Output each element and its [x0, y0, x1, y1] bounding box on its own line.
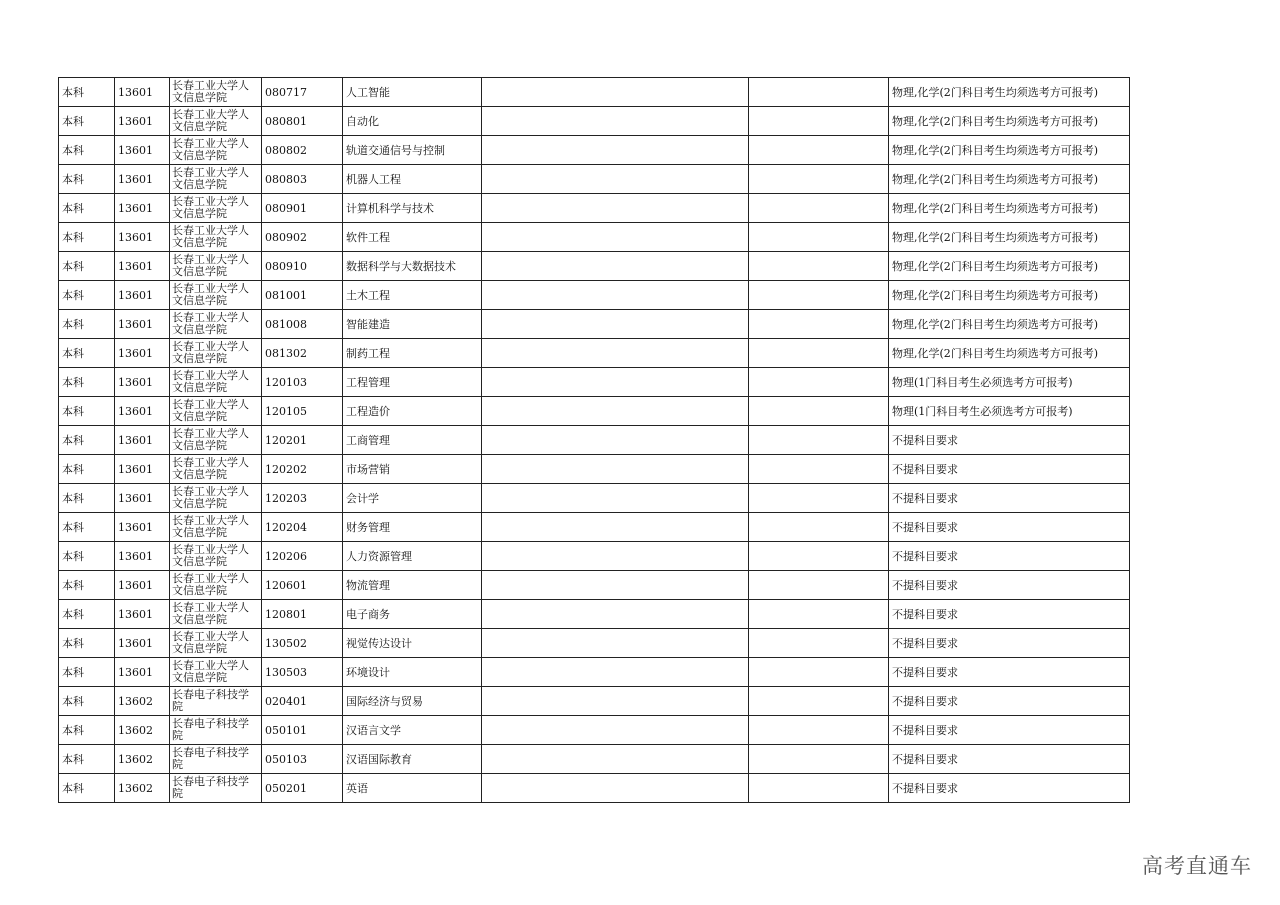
school-name-cell: 长春工业大学人文信息学院	[170, 194, 262, 223]
table-row	[59, 774, 1130, 803]
school-code-cell: 13601	[115, 223, 170, 252]
major-name-cell: 土木工程	[343, 281, 482, 310]
table-row	[59, 426, 1130, 455]
level-cell: 本科	[59, 107, 115, 136]
school-name-cell: 长春工业大学人文信息学院	[170, 252, 262, 281]
major-name-cell: 人工智能	[343, 78, 482, 107]
blank-cell-b	[749, 339, 889, 368]
blank-cell-a	[482, 194, 749, 223]
blank-cell-a	[482, 774, 749, 803]
major-name-cell: 数据科学与大数据技术	[343, 252, 482, 281]
subject-requirement-cell: 物理(1门科目考生必须选考方可报考)	[889, 368, 1130, 397]
major-name-cell: 视觉传达设计	[343, 629, 482, 658]
major-name-cell: 工程造价	[343, 397, 482, 426]
table-row	[59, 165, 1130, 194]
table-row	[59, 542, 1130, 571]
school-name-cell: 长春工业大学人文信息学院	[170, 629, 262, 658]
subject-requirement-cell: 不提科目要求	[889, 542, 1130, 571]
major-code-cell: 081302	[262, 339, 343, 368]
subject-requirement-cell: 不提科目要求	[889, 571, 1130, 600]
major-code-cell: 080910	[262, 252, 343, 281]
school-code-cell: 13601	[115, 629, 170, 658]
major-code-cell: 120801	[262, 600, 343, 629]
blank-cell-a	[482, 716, 749, 745]
table-row	[59, 745, 1130, 774]
blank-cell-b	[749, 136, 889, 165]
subject-requirement-cell: 物理,化学(2门科目考生均须选考方可报考)	[889, 339, 1130, 368]
blank-cell-b	[749, 542, 889, 571]
level-cell: 本科	[59, 484, 115, 513]
major-name-cell: 轨道交通信号与控制	[343, 136, 482, 165]
school-code-cell: 13601	[115, 165, 170, 194]
major-name-cell: 软件工程	[343, 223, 482, 252]
blank-cell-a	[482, 687, 749, 716]
blank-cell-a	[482, 310, 749, 339]
major-name-cell: 人力资源管理	[343, 542, 482, 571]
school-code-cell: 13601	[115, 600, 170, 629]
table-row	[59, 687, 1130, 716]
blank-cell-a	[482, 600, 749, 629]
level-cell: 本科	[59, 339, 115, 368]
school-name-cell: 长春电子科技学院	[170, 687, 262, 716]
blank-cell-a	[482, 426, 749, 455]
school-name-cell: 长春工业大学人文信息学院	[170, 310, 262, 339]
table-row	[59, 281, 1130, 310]
school-code-cell: 13601	[115, 78, 170, 107]
level-cell: 本科	[59, 397, 115, 426]
level-cell: 本科	[59, 745, 115, 774]
major-name-cell: 英语	[343, 774, 482, 803]
table-row	[59, 194, 1130, 223]
major-name-cell: 电子商务	[343, 600, 482, 629]
blank-cell-b	[749, 513, 889, 542]
school-name-cell: 长春工业大学人文信息学院	[170, 339, 262, 368]
blank-cell-b	[749, 78, 889, 107]
blank-cell-a	[482, 78, 749, 107]
school-code-cell: 13601	[115, 455, 170, 484]
major-code-cell: 120202	[262, 455, 343, 484]
major-name-cell: 计算机科学与技术	[343, 194, 482, 223]
blank-cell-a	[482, 571, 749, 600]
major-code-cell: 120206	[262, 542, 343, 571]
school-name-cell: 长春工业大学人文信息学院	[170, 571, 262, 600]
subject-requirement-cell: 不提科目要求	[889, 716, 1130, 745]
major-code-cell: 120204	[262, 513, 343, 542]
blank-cell-a	[482, 629, 749, 658]
major-code-cell: 120203	[262, 484, 343, 513]
subject-requirement-cell: 物理,化学(2门科目考生均须选考方可报考)	[889, 78, 1130, 107]
major-name-cell: 会计学	[343, 484, 482, 513]
table-row	[59, 455, 1130, 484]
major-name-cell: 财务管理	[343, 513, 482, 542]
level-cell: 本科	[59, 368, 115, 397]
blank-cell-b	[749, 774, 889, 803]
subject-requirement-cell: 物理,化学(2门科目考生均须选考方可报考)	[889, 281, 1130, 310]
blank-cell-a	[482, 455, 749, 484]
school-name-cell: 长春工业大学人文信息学院	[170, 426, 262, 455]
major-name-cell: 智能建造	[343, 310, 482, 339]
subject-requirement-cell: 不提科目要求	[889, 455, 1130, 484]
school-name-cell: 长春工业大学人文信息学院	[170, 600, 262, 629]
major-name-cell: 工程管理	[343, 368, 482, 397]
school-name-cell: 长春电子科技学院	[170, 774, 262, 803]
school-code-cell: 13601	[115, 368, 170, 397]
school-code-cell: 13601	[115, 397, 170, 426]
watermark-text: 高考直通车	[1142, 854, 1252, 878]
table-row	[59, 252, 1130, 281]
level-cell: 本科	[59, 687, 115, 716]
subject-requirement-cell: 不提科目要求	[889, 629, 1130, 658]
school-code-cell: 13602	[115, 716, 170, 745]
blank-cell-a	[482, 745, 749, 774]
blank-cell-b	[749, 397, 889, 426]
major-code-cell: 081008	[262, 310, 343, 339]
level-cell: 本科	[59, 252, 115, 281]
table-row	[59, 600, 1130, 629]
major-code-cell: 130503	[262, 658, 343, 687]
subject-requirement-cell: 物理,化学(2门科目考生均须选考方可报考)	[889, 310, 1130, 339]
major-code-cell: 080802	[262, 136, 343, 165]
major-name-cell: 市场营销	[343, 455, 482, 484]
level-cell: 本科	[59, 774, 115, 803]
blank-cell-b	[749, 107, 889, 136]
table-row	[59, 107, 1130, 136]
blank-cell-a	[482, 165, 749, 194]
major-code-cell: 020401	[262, 687, 343, 716]
school-code-cell: 13601	[115, 281, 170, 310]
level-cell: 本科	[59, 658, 115, 687]
major-code-cell: 080902	[262, 223, 343, 252]
major-name-cell: 国际经济与贸易	[343, 687, 482, 716]
school-code-cell: 13601	[115, 542, 170, 571]
blank-cell-b	[749, 629, 889, 658]
blank-cell-b	[749, 426, 889, 455]
major-code-cell: 120105	[262, 397, 343, 426]
subject-requirement-cell: 物理,化学(2门科目考生均须选考方可报考)	[889, 107, 1130, 136]
table-row	[59, 658, 1130, 687]
school-name-cell: 长春电子科技学院	[170, 716, 262, 745]
blank-cell-a	[482, 281, 749, 310]
school-code-cell: 13601	[115, 310, 170, 339]
school-name-cell: 长春工业大学人文信息学院	[170, 368, 262, 397]
school-code-cell: 13601	[115, 107, 170, 136]
table-row	[59, 484, 1130, 513]
subject-requirement-cell: 不提科目要求	[889, 600, 1130, 629]
blank-cell-a	[482, 368, 749, 397]
level-cell: 本科	[59, 716, 115, 745]
school-name-cell: 长春工业大学人文信息学院	[170, 223, 262, 252]
major-code-cell: 050201	[262, 774, 343, 803]
level-cell: 本科	[59, 78, 115, 107]
major-code-cell: 081001	[262, 281, 343, 310]
school-name-cell: 长春工业大学人文信息学院	[170, 455, 262, 484]
level-cell: 本科	[59, 223, 115, 252]
blank-cell-b	[749, 745, 889, 774]
school-name-cell: 长春工业大学人文信息学院	[170, 281, 262, 310]
school-code-cell: 13601	[115, 194, 170, 223]
blank-cell-a	[482, 513, 749, 542]
major-code-cell: 130502	[262, 629, 343, 658]
blank-cell-b	[749, 484, 889, 513]
major-name-cell: 汉语国际教育	[343, 745, 482, 774]
blank-cell-b	[749, 600, 889, 629]
school-code-cell: 13601	[115, 484, 170, 513]
level-cell: 本科	[59, 600, 115, 629]
level-cell: 本科	[59, 310, 115, 339]
school-code-cell: 13601	[115, 658, 170, 687]
level-cell: 本科	[59, 513, 115, 542]
level-cell: 本科	[59, 542, 115, 571]
level-cell: 本科	[59, 165, 115, 194]
subject-requirement-cell: 不提科目要求	[889, 658, 1130, 687]
school-code-cell: 13601	[115, 136, 170, 165]
school-code-cell: 13601	[115, 426, 170, 455]
blank-cell-b	[749, 368, 889, 397]
major-name-cell: 工商管理	[343, 426, 482, 455]
major-name-cell: 机器人工程	[343, 165, 482, 194]
major-name-cell: 物流管理	[343, 571, 482, 600]
subject-requirement-cell: 物理,化学(2门科目考生均须选考方可报考)	[889, 252, 1130, 281]
subject-requirement-cell: 物理(1门科目考生必须选考方可报考)	[889, 397, 1130, 426]
school-name-cell: 长春工业大学人文信息学院	[170, 513, 262, 542]
school-name-cell: 长春工业大学人文信息学院	[170, 658, 262, 687]
blank-cell-a	[482, 542, 749, 571]
major-name-cell: 制药工程	[343, 339, 482, 368]
table-row	[59, 629, 1130, 658]
major-code-cell: 120103	[262, 368, 343, 397]
major-name-cell: 自动化	[343, 107, 482, 136]
blank-cell-b	[749, 281, 889, 310]
table-row	[59, 716, 1130, 745]
level-cell: 本科	[59, 571, 115, 600]
school-code-cell: 13601	[115, 339, 170, 368]
level-cell: 本科	[59, 426, 115, 455]
blank-cell-b	[749, 165, 889, 194]
level-cell: 本科	[59, 136, 115, 165]
table-row	[59, 78, 1130, 107]
subject-requirement-cell: 不提科目要求	[889, 484, 1130, 513]
major-code-cell: 080901	[262, 194, 343, 223]
blank-cell-b	[749, 310, 889, 339]
subject-requirement-cell: 不提科目要求	[889, 745, 1130, 774]
major-code-cell: 050101	[262, 716, 343, 745]
blank-cell-a	[482, 484, 749, 513]
blank-cell-b	[749, 455, 889, 484]
table-row	[59, 571, 1130, 600]
level-cell: 本科	[59, 455, 115, 484]
blank-cell-b	[749, 194, 889, 223]
subject-requirement-cell: 物理,化学(2门科目考生均须选考方可报考)	[889, 136, 1130, 165]
school-name-cell: 长春工业大学人文信息学院	[170, 107, 262, 136]
blank-cell-a	[482, 252, 749, 281]
school-name-cell: 长春工业大学人文信息学院	[170, 397, 262, 426]
blank-cell-a	[482, 136, 749, 165]
blank-cell-a	[482, 223, 749, 252]
school-name-cell: 长春工业大学人文信息学院	[170, 136, 262, 165]
school-code-cell: 13601	[115, 571, 170, 600]
blank-cell-a	[482, 658, 749, 687]
subject-requirement-cell: 物理,化学(2门科目考生均须选考方可报考)	[889, 165, 1130, 194]
level-cell: 本科	[59, 629, 115, 658]
blank-cell-b	[749, 571, 889, 600]
school-name-cell: 长春工业大学人文信息学院	[170, 542, 262, 571]
school-name-cell: 长春工业大学人文信息学院	[170, 78, 262, 107]
table-row	[59, 513, 1130, 542]
table-row	[59, 397, 1130, 426]
major-code-cell: 080717	[262, 78, 343, 107]
level-cell: 本科	[59, 194, 115, 223]
subject-requirement-cell: 不提科目要求	[889, 774, 1130, 803]
major-code-cell: 120201	[262, 426, 343, 455]
major-code-cell: 080803	[262, 165, 343, 194]
level-cell: 本科	[59, 281, 115, 310]
blank-cell-b	[749, 223, 889, 252]
school-code-cell: 13601	[115, 252, 170, 281]
major-name-cell: 汉语言文学	[343, 716, 482, 745]
blank-cell-b	[749, 658, 889, 687]
school-name-cell: 长春工业大学人文信息学院	[170, 165, 262, 194]
table-row	[59, 136, 1130, 165]
school-code-cell: 13602	[115, 687, 170, 716]
blank-cell-a	[482, 397, 749, 426]
blank-cell-b	[749, 687, 889, 716]
blank-cell-b	[749, 716, 889, 745]
major-code-cell: 120601	[262, 571, 343, 600]
table-row	[59, 339, 1130, 368]
blank-cell-b	[749, 252, 889, 281]
major-code-cell: 080801	[262, 107, 343, 136]
blank-cell-a	[482, 107, 749, 136]
major-name-cell: 环境设计	[343, 658, 482, 687]
table-body	[59, 78, 1130, 803]
school-name-cell: 长春电子科技学院	[170, 745, 262, 774]
subject-requirement-cell: 物理,化学(2门科目考生均须选考方可报考)	[889, 194, 1130, 223]
major-code-cell: 050103	[262, 745, 343, 774]
table-row	[59, 223, 1130, 252]
subject-requirement-cell: 不提科目要求	[889, 513, 1130, 542]
subject-requirement-cell: 物理,化学(2门科目考生均须选考方可报考)	[889, 223, 1130, 252]
school-name-cell: 长春工业大学人文信息学院	[170, 484, 262, 513]
subject-requirements-table	[58, 77, 1130, 803]
school-code-cell: 13602	[115, 774, 170, 803]
subject-requirement-cell: 不提科目要求	[889, 687, 1130, 716]
school-code-cell: 13601	[115, 513, 170, 542]
subject-requirement-cell: 不提科目要求	[889, 426, 1130, 455]
school-code-cell: 13602	[115, 745, 170, 774]
table-row	[59, 368, 1130, 397]
blank-cell-a	[482, 339, 749, 368]
table-row	[59, 310, 1130, 339]
